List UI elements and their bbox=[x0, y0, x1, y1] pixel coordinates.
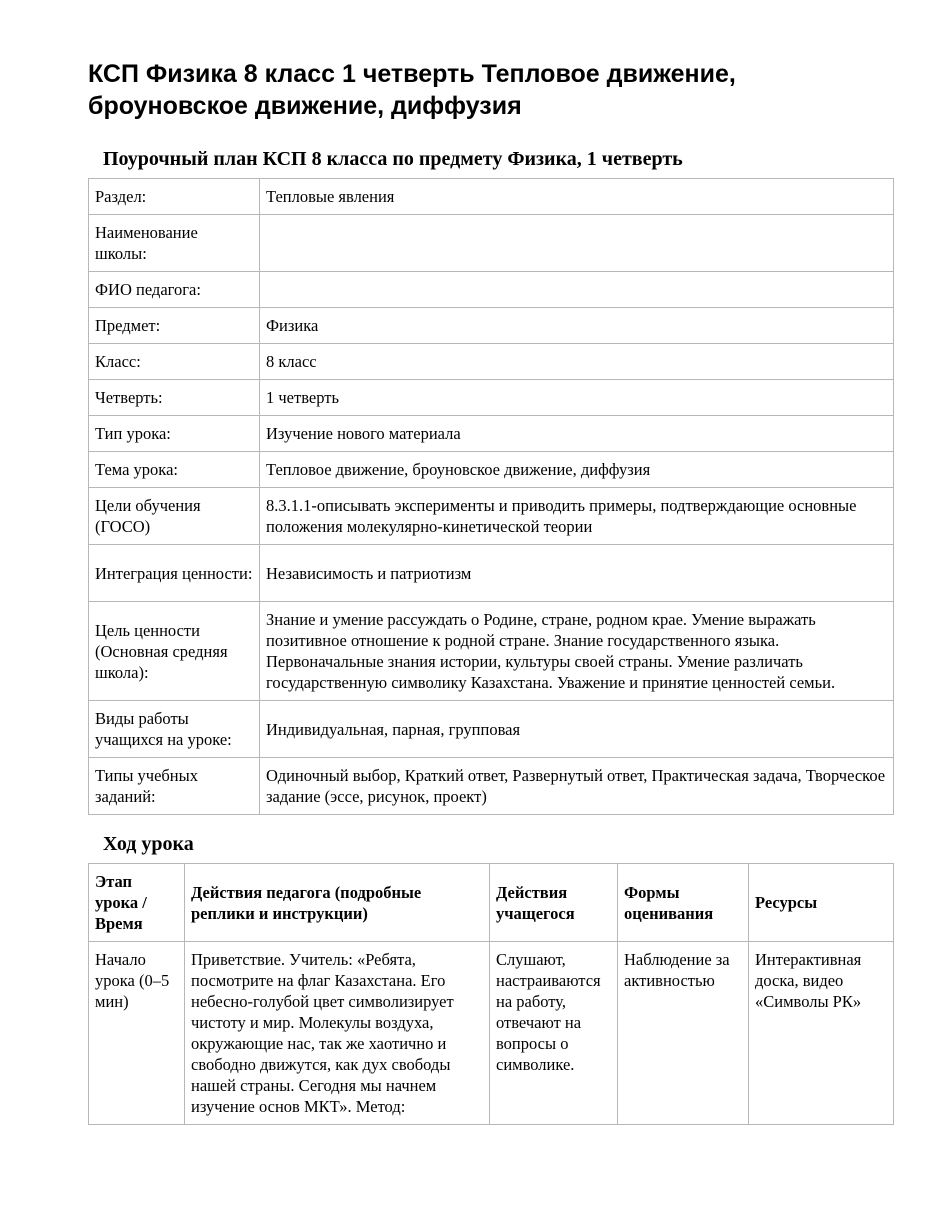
info-row-section bbox=[89, 179, 894, 215]
info-row-value-integration bbox=[89, 545, 894, 602]
header-teacher-actions: Действия педагога (подробные реплики и инструкции) bbox=[185, 864, 490, 942]
info-label: Виды работы учащихся на уроке: bbox=[89, 701, 260, 758]
info-row-grade bbox=[89, 344, 894, 380]
document-page bbox=[88, 58, 893, 1125]
info-value: Физика bbox=[260, 308, 894, 344]
info-label: Цели обучения (ГОСО) bbox=[89, 488, 260, 545]
info-value bbox=[260, 272, 894, 308]
info-label: Типы учебных заданий: bbox=[89, 758, 260, 815]
header-assessment: Формы оценивания bbox=[618, 864, 749, 942]
info-row-task-types bbox=[89, 758, 894, 815]
info-row-school bbox=[89, 215, 894, 272]
info-row-teacher bbox=[89, 272, 894, 308]
info-row-topic bbox=[89, 452, 894, 488]
info-value: Индивидуальная, парная, групповая bbox=[260, 701, 894, 758]
info-row-work-types bbox=[89, 701, 894, 758]
header-student-actions: Действия учащегося bbox=[490, 864, 618, 942]
info-value: Независимость и патриотизм bbox=[260, 545, 894, 602]
info-value bbox=[260, 215, 894, 272]
info-value: 1 четверть bbox=[260, 380, 894, 416]
info-value: Знание и умение рассуждать о Родине, стране, родном крае. Умение выражать позитивное отношение к родной стране. Знание государственного языка. Первоначальные знания истории, культуры своей страны. Умение различать государственную символику Казахстана. Уважение и принятие ценностей семьи. bbox=[260, 602, 894, 701]
info-value: Одиночный выбор, Краткий ответ, Развернутый ответ, Практическая задача, Творческое задание (эссе, рисунок, проект) bbox=[260, 758, 894, 815]
lesson-teacher-actions: Приветствие. Учитель: «Ребята, посмотрите на флаг Казахстана. Его небесно-голубой цвет символизирует чистоту и мир. Молекулы воздуха, окружающие нас, так же хаотично и свободно движутся, как дух свободы нашей страны. Сегодня мы начнем изучение основ МКТ». Метод: bbox=[185, 942, 490, 1125]
lesson-info-table bbox=[88, 178, 894, 815]
lesson-progress-title: Ход урока bbox=[103, 833, 194, 855]
info-value: 8.3.1.1-описывать эксперименты и приводить примеры, подтверждающие основные положения молекулярно-кинетической теории bbox=[260, 488, 894, 545]
header-stage: Этап урока / Время bbox=[89, 864, 185, 942]
plan-title: Поурочный план КСП 8 класса по предмету Физика, 1 четверть bbox=[103, 148, 683, 170]
info-label: Класс: bbox=[89, 344, 260, 380]
lesson-progress-table bbox=[88, 863, 894, 1125]
info-label: Раздел: bbox=[89, 179, 260, 215]
header-resources: Ресурсы bbox=[749, 864, 894, 942]
lesson-student-actions: Слушают, настраиваются на работу, отвечают на вопросы о символике. bbox=[490, 942, 618, 1125]
info-value: Тепловое движение, броуновское движение, диффузия bbox=[260, 452, 894, 488]
info-label: Наименование школы: bbox=[89, 215, 260, 272]
info-label: Четверть: bbox=[89, 380, 260, 416]
info-label: ФИО педагога: bbox=[89, 272, 260, 308]
info-value: Изучение нового материала bbox=[260, 416, 894, 452]
info-row-subject bbox=[89, 308, 894, 344]
info-row-value-goal bbox=[89, 602, 894, 701]
lesson-header-row bbox=[89, 864, 894, 942]
info-row-lesson-type bbox=[89, 416, 894, 452]
lesson-resources: Интерактивная доска, видео «Символы РК» bbox=[749, 942, 894, 1125]
info-row-learning-goals bbox=[89, 488, 894, 545]
lesson-row bbox=[89, 942, 894, 1125]
info-value: Тепловые явления bbox=[260, 179, 894, 215]
info-label: Тема урока: bbox=[89, 452, 260, 488]
lesson-assessment: Наблюдение за активностью bbox=[618, 942, 749, 1125]
info-label: Тип урока: bbox=[89, 416, 260, 452]
info-label: Предмет: bbox=[89, 308, 260, 344]
lesson-stage: Начало урока (0–5 мин) bbox=[89, 942, 185, 1125]
document-title: КСП Физика 8 класс 1 четверть Тепловое движение, броуновское движение, диффузия bbox=[88, 60, 736, 120]
info-label: Цель ценности (Основная средняя школа): bbox=[89, 602, 260, 701]
info-label: Интеграция ценности: bbox=[89, 545, 260, 602]
info-value: 8 класс bbox=[260, 344, 894, 380]
info-row-quarter bbox=[89, 380, 894, 416]
